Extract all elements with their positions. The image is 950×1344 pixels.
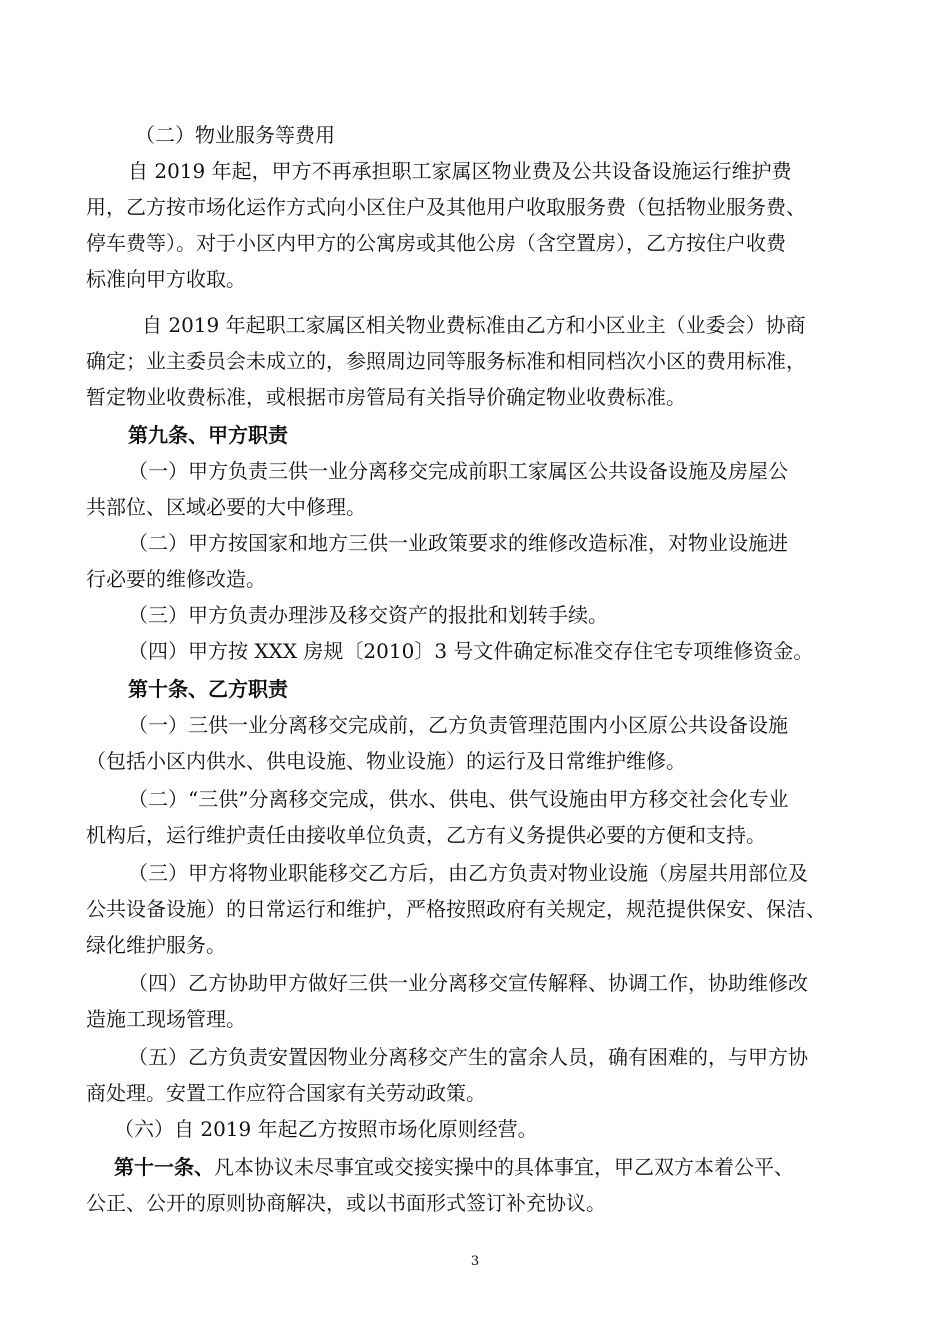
paragraph-line: 共部位、区域必要的大中修理。 xyxy=(86,495,366,519)
article-11-label: 第十一条、 xyxy=(114,1155,214,1179)
paragraph-line: 行必要的维修改造。 xyxy=(86,567,266,591)
paragraph-line: 绿化维护服务。 xyxy=(86,933,226,957)
article-11-line xyxy=(114,1150,794,1185)
paragraph-line: （一）甲方负责三供一业分离移交完成前职工家属区公共设备设施及房屋公 xyxy=(128,459,788,483)
article-11-text: 凡本协议未尽事宜或交接实操中的具体事宜，甲乙双方本着公平、 xyxy=(214,1155,794,1179)
paragraph-line: 公正、公开的原则协商解决，或以书面形式签订补充协议。 xyxy=(86,1191,606,1215)
paragraph-line: 标准向甲方收取。 xyxy=(86,267,246,291)
paragraph-line: 停车费等）。对于小区内甲方的公寓房或其他公房（含空置房），乙方按住户收费 xyxy=(86,231,786,255)
paragraph-line: 用，乙方按市场化运作方式向小区住户及其他用户收取服务费（包括物业服务费、 xyxy=(86,195,806,219)
paragraph-line: （二）甲方按国家和地方三供一业政策要求的维修改造标准，对物业设施进 xyxy=(128,531,788,555)
paragraph-line: 自 2019 年起，甲方不再承担职工家属区物业费及公共设备设施运行维护费 xyxy=(128,159,792,183)
paragraph-line: （四）乙方协助甲方做好三供一业分离移交宣传解释、协调工作，协助维修改 xyxy=(128,971,808,995)
paragraph-line: 商处理。安置工作应符合国家有关劳动政策。 xyxy=(86,1081,486,1105)
paragraph-line: 确定；业主委员会未成立的，参照周边同等服务标准和相同档次小区的费用标准， xyxy=(86,349,806,373)
paragraph-line: 造施工现场管理。 xyxy=(86,1007,246,1031)
paragraph-line: 暂定物业收费标准，或根据市房管局有关指导价确定物业收费标准。 xyxy=(86,385,686,409)
article-10-heading: 第十条、乙方职责 xyxy=(128,677,288,701)
paragraph-line: 公共设备设施）的日常运行和维护，严格按照政府有关规定，规范提供保安、保洁、 xyxy=(86,897,826,921)
paragraph-line: 自 2019 年起职工家属区相关物业费标准由乙方和小区业主（业委会）协商 xyxy=(142,313,806,337)
paragraph-line: （一）三供一业分离移交完成前，乙方负责管理范围内小区原公共设备设施 xyxy=(128,713,788,737)
paragraph-line: （二）“三供”分离移交完成，供水、供电、供气设施由甲方移交社会化专业 xyxy=(128,787,789,811)
paragraph-line: （包括小区内供水、供电设施、物业设施）的运行及日常维护维修。 xyxy=(86,749,686,773)
paragraph-line: （三）甲方将物业职能移交乙方后，由乙方负责对物业设施（房屋共用部位及 xyxy=(128,861,808,885)
section-heading-fees: （二）物业服务等费用 xyxy=(135,123,335,147)
paragraph-line: （六）自 2019 年起乙方按照市场化原则经营。 xyxy=(114,1117,538,1141)
page-number: 3 xyxy=(470,1254,480,1269)
paragraph-line: （五）乙方负责安置因物业分离移交产生的富余人员，确有困难的，与甲方协 xyxy=(128,1045,808,1069)
article-9-heading: 第九条、甲方职责 xyxy=(128,423,288,447)
paragraph-line: （四）甲方按 XXX 房规〔2010〕3 号文件确定标准交存住宅专项维修资金。 xyxy=(128,639,814,663)
paragraph-line: 机构后，运行维护责任由接收单位负责，乙方有义务提供必要的方便和支持。 xyxy=(86,823,766,847)
paragraph-line: （三）甲方负责办理涉及移交资产的报批和划转手续。 xyxy=(128,603,608,627)
